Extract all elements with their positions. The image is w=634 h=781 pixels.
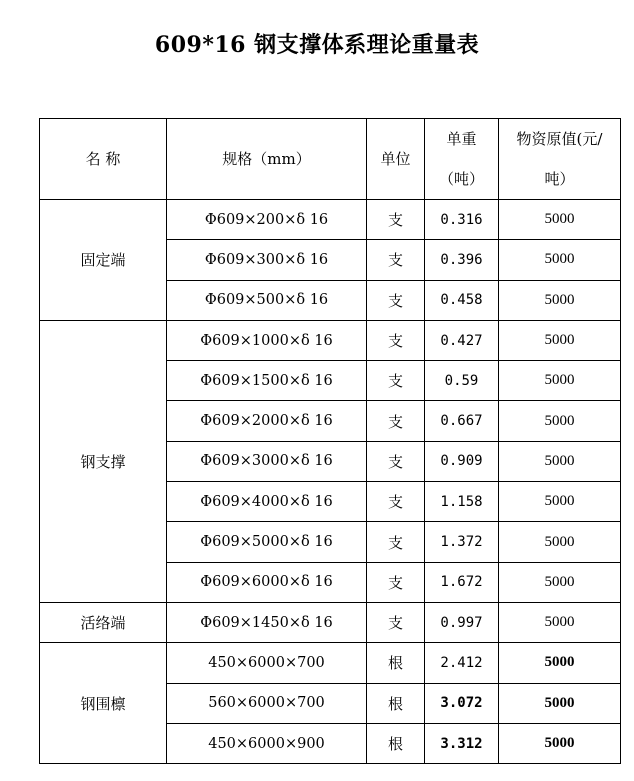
spec-cell: Φ609×500×δ 16 xyxy=(167,280,367,320)
value-cell: 5000 xyxy=(499,240,621,280)
weight-cell: 3.312 xyxy=(425,723,499,763)
header-weight-line1: 单重 xyxy=(446,130,477,148)
value-cell: 5000 xyxy=(499,320,621,360)
unit-cell: 支 xyxy=(367,320,425,360)
unit-cell: 根 xyxy=(367,683,425,723)
spec-cell: Φ609×5000×δ 16 xyxy=(167,522,367,562)
header-name: 名 称 xyxy=(40,119,167,200)
unit-cell: 支 xyxy=(367,441,425,481)
header-weight-line2: （吨） xyxy=(438,170,484,188)
value-cell: 5000 xyxy=(499,482,621,522)
weight-cell: 2.412 xyxy=(425,643,499,683)
weight-cell: 0.997 xyxy=(425,602,499,642)
weight-cell: 1.372 xyxy=(425,522,499,562)
group-name-cell: 活络端 xyxy=(40,602,167,642)
group-name-cell: 固定端 xyxy=(40,200,167,321)
unit-cell: 根 xyxy=(367,723,425,763)
header-row xyxy=(40,119,621,200)
value-cell: 5000 xyxy=(499,441,621,481)
weight-cell: 0.427 xyxy=(425,320,499,360)
weight-cell: 1.672 xyxy=(425,562,499,602)
header-weight xyxy=(425,119,499,200)
unit-cell: 支 xyxy=(367,522,425,562)
spec-cell: Φ609×3000×δ 16 xyxy=(167,441,367,481)
value-cell: 5000 xyxy=(499,602,621,642)
value-cell: 5000 xyxy=(499,200,621,240)
value-cell: 5000 xyxy=(499,361,621,401)
weight-cell: 0.909 xyxy=(425,441,499,481)
value-cell: 5000 xyxy=(499,401,621,441)
spec-cell: Φ609×300×δ 16 xyxy=(167,240,367,280)
header-value xyxy=(499,119,621,200)
value-cell: 5000 xyxy=(499,643,621,683)
group-name-cell: 钢支撑 xyxy=(40,320,167,602)
table-row xyxy=(40,320,621,360)
weight-cell: 1.158 xyxy=(425,482,499,522)
unit-cell: 支 xyxy=(367,401,425,441)
value-cell: 5000 xyxy=(499,683,621,723)
weight-cell: 0.316 xyxy=(425,200,499,240)
spec-cell: 450×6000×900 xyxy=(167,723,367,763)
value-cell: 5000 xyxy=(499,280,621,320)
spec-cell: Φ609×2000×δ 16 xyxy=(167,401,367,441)
spec-cell: Φ609×1000×δ 16 xyxy=(167,320,367,360)
weight-cell: 0.59 xyxy=(425,361,499,401)
spec-cell: Φ609×6000×δ 16 xyxy=(167,562,367,602)
spec-cell: Φ609×4000×δ 16 xyxy=(167,482,367,522)
unit-cell: 支 xyxy=(367,562,425,602)
header-spec: 规格（mm） xyxy=(167,119,367,200)
unit-cell: 支 xyxy=(367,200,425,240)
unit-cell: 支 xyxy=(367,240,425,280)
header-value-line2: 吨） xyxy=(544,170,575,188)
spec-cell: 560×6000×700 xyxy=(167,683,367,723)
page-title: 609*16 钢支撑体系理论重量表 xyxy=(154,32,480,58)
table-row xyxy=(40,200,621,240)
unit-cell: 支 xyxy=(367,361,425,401)
weight-cell: 0.667 xyxy=(425,401,499,441)
spec-cell: Φ609×200×δ 16 xyxy=(167,200,367,240)
spec-cell: Φ609×1450×δ 16 xyxy=(167,602,367,642)
table-body xyxy=(40,200,621,764)
unit-cell: 支 xyxy=(367,482,425,522)
unit-cell: 支 xyxy=(367,602,425,642)
unit-cell: 支 xyxy=(367,280,425,320)
value-cell: 5000 xyxy=(499,562,621,602)
header-value-line1: 物资原值(元/ xyxy=(516,130,603,148)
table-row xyxy=(40,602,621,642)
table-row xyxy=(40,643,621,683)
weight-table xyxy=(39,118,621,764)
value-cell: 5000 xyxy=(499,723,621,763)
header-unit: 单位 xyxy=(367,119,425,200)
unit-cell: 根 xyxy=(367,643,425,683)
weight-cell: 0.458 xyxy=(425,280,499,320)
weight-cell: 3.072 xyxy=(425,683,499,723)
group-name-cell: 钢围檩 xyxy=(40,643,167,764)
spec-cell: 450×6000×700 xyxy=(167,643,367,683)
weight-cell: 0.396 xyxy=(425,240,499,280)
spec-cell: Φ609×1500×δ 16 xyxy=(167,361,367,401)
value-cell: 5000 xyxy=(499,522,621,562)
